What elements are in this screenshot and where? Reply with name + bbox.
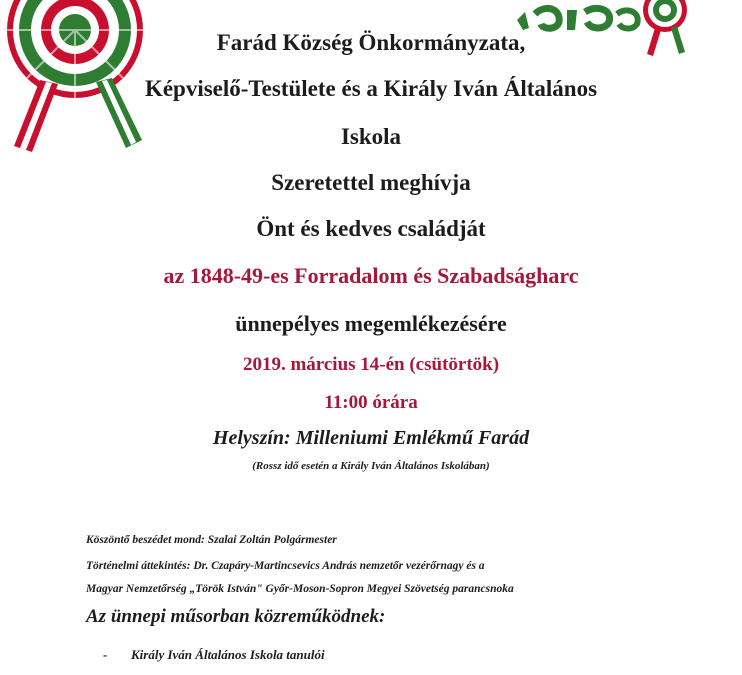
organizer-line-3: Iskola bbox=[340, 124, 402, 149]
rain-location-note: (Rossz idő esetén a Király Iván Általános Iskolában) bbox=[252, 460, 490, 472]
contributors-heading: Az ünnepi műsorban közreműködnek: bbox=[86, 606, 386, 627]
event-date: 2019. március 14-én (csütörtök) bbox=[242, 354, 500, 375]
invitee-line: Önt és kedves családját bbox=[256, 216, 486, 241]
event-location: Helyszín: Milleniumi Emlékmű Farád bbox=[212, 427, 530, 449]
historical-overview-line-1: Történelmi áttekintés: Dr. Czapáry-Martincsevics András nemzetőr vezérőrnagy és a bbox=[86, 560, 485, 572]
invitation-line: Szeretettel meghívja bbox=[271, 170, 471, 195]
organizer-line-2: Képviselő-Testülete és a Király Iván Általános bbox=[144, 76, 598, 101]
event-subtitle: ünnepélyes megemlékezésére bbox=[235, 311, 507, 336]
contributor-name: Király Iván Általános Iskola tanulói bbox=[131, 647, 325, 662]
welcome-speech-line: Köszöntő beszédet mond: Szalai Zoltán Polgármester bbox=[86, 534, 337, 546]
event-time: 11:00 órára bbox=[324, 392, 418, 413]
list-item bbox=[103, 647, 325, 663]
organizer-line-1: Farád Község Önkormányzata, bbox=[216, 30, 526, 55]
event-title: az 1848-49-es Forradalom és Szabadságharc bbox=[163, 263, 579, 288]
bullet-dash: - bbox=[103, 647, 108, 662]
historical-overview-line-2: Magyar Nemzetőrség „Török István" Győr-Moson-Sopron Megyei Szövetség parancsnoka bbox=[86, 583, 514, 595]
